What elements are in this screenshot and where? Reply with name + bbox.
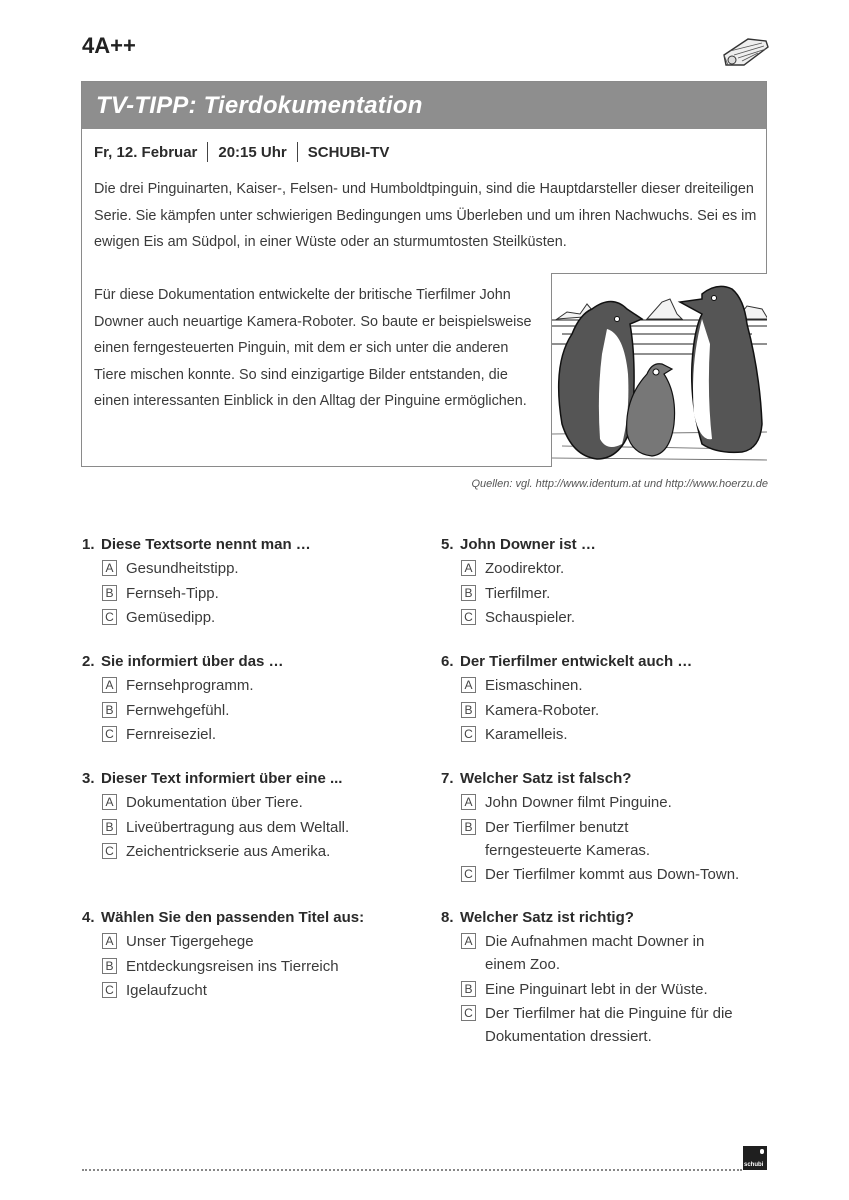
option-text: Fernreiseziel. bbox=[126, 726, 217, 743]
answer-option[interactable] bbox=[441, 930, 725, 976]
paragraph-intro: Die drei Pinguinarten, Kaiser-, Felsen- und Humboldtpinguin, sind die Hauptdarsteller dieser dreiteiligen Serie. Sie kämpfen unter schwierigen Bedingungen ums Überleben und um ihren Nachwuchs. Sei es im ewigen Eis am Südpol, in einer Wüste oder an sturmumtosten Steilküsten. bbox=[94, 181, 757, 250]
broadcast-time: 20:15 Uhr bbox=[218, 143, 287, 161]
option-text: Unser Tigergehege bbox=[126, 933, 254, 950]
question-title: John Downer ist … bbox=[460, 536, 596, 553]
option-text: Fernseh-Tipp. bbox=[126, 584, 219, 602]
option-text: Zoodirektor. bbox=[485, 560, 565, 577]
option-text: Zeichentrickserie aus Amerika. bbox=[126, 843, 331, 860]
option-text: Dokumentation über Tiere. bbox=[126, 794, 303, 811]
option-checkbox[interactable]: B bbox=[461, 585, 476, 601]
answer-option[interactable] bbox=[82, 699, 422, 722]
question-6 bbox=[441, 650, 781, 767]
option-checkbox[interactable]: C bbox=[102, 843, 117, 859]
question-number: 3. bbox=[82, 770, 95, 787]
answer-option[interactable] bbox=[82, 955, 422, 978]
question-number: 4. bbox=[82, 909, 95, 926]
answer-option[interactable] bbox=[82, 816, 422, 839]
answer-option[interactable] bbox=[82, 723, 422, 746]
option-checkbox[interactable]: B bbox=[461, 981, 476, 997]
answer-option[interactable] bbox=[82, 606, 422, 629]
answer-option[interactable] bbox=[441, 582, 781, 605]
questions-right-column bbox=[441, 533, 781, 1050]
question-title: Diese Textsorte nennt man … bbox=[101, 536, 311, 553]
option-text: Der Tierfilmer hat die Pinguine für die Dokumentation dressiert. bbox=[485, 1005, 733, 1045]
option-checkbox[interactable]: B bbox=[461, 819, 476, 835]
question-2 bbox=[82, 650, 422, 767]
option-checkbox[interactable]: C bbox=[461, 866, 476, 882]
schubi-logo bbox=[743, 1146, 767, 1170]
question-number: 6. bbox=[441, 653, 454, 670]
option-checkbox[interactable]: C bbox=[102, 982, 117, 998]
footer-dotted-line bbox=[82, 1169, 742, 1171]
question-number: 8. bbox=[441, 909, 454, 926]
option-text: Gemüsedipp. bbox=[126, 609, 216, 626]
answer-option[interactable] bbox=[82, 674, 422, 697]
option-text: Der Tierfilmer benutzt ferngesteuerte Kameras. bbox=[485, 818, 651, 859]
answer-option[interactable] bbox=[441, 699, 781, 722]
answer-option[interactable] bbox=[82, 791, 422, 814]
option-text: Der Tierfilmer kommt aus Down-Town. bbox=[485, 866, 740, 883]
option-checkbox[interactable]: A bbox=[461, 794, 476, 810]
option-checkbox[interactable]: A bbox=[461, 677, 476, 693]
option-text: Liveübertragung aus dem Weltall. bbox=[126, 818, 350, 836]
answer-option[interactable] bbox=[441, 816, 715, 862]
tv-tip-box bbox=[81, 81, 767, 467]
question-4 bbox=[82, 906, 422, 1002]
broadcast-date: Fr, 12. Februar bbox=[94, 143, 198, 161]
level-label: 4A++ bbox=[82, 33, 136, 58]
logo-dot bbox=[760, 1149, 764, 1154]
answer-option[interactable] bbox=[82, 979, 422, 1002]
tv-tip-title: TV-TIPP: Tierdokumentation bbox=[82, 82, 766, 129]
question-title: Wählen Sie den passenden Titel aus: bbox=[101, 909, 365, 926]
option-text: Kamera-Roboter. bbox=[485, 701, 600, 719]
option-checkbox[interactable]: C bbox=[102, 609, 117, 625]
wood-log-icon bbox=[718, 33, 770, 69]
option-checkbox[interactable]: A bbox=[102, 677, 117, 693]
logo-text: schubi bbox=[744, 1162, 764, 1168]
option-checkbox[interactable]: B bbox=[102, 702, 117, 718]
option-checkbox[interactable]: A bbox=[461, 560, 476, 576]
option-checkbox[interactable]: B bbox=[102, 958, 117, 974]
option-checkbox[interactable]: B bbox=[102, 819, 117, 835]
option-checkbox[interactable]: B bbox=[461, 702, 476, 718]
question-title: Welcher Satz ist falsch? bbox=[460, 770, 632, 787]
option-text: Karamelleis. bbox=[485, 726, 568, 743]
option-text: Schauspieler. bbox=[485, 609, 576, 626]
option-text: Eismaschinen. bbox=[485, 677, 583, 694]
penguins-illustration bbox=[551, 273, 767, 467]
questions-left-column bbox=[82, 533, 422, 1004]
option-checkbox[interactable]: C bbox=[461, 609, 476, 625]
source-note: Quellen: vgl. http://www.identum.at und http://www.hoerzu.de bbox=[471, 478, 768, 490]
question-5 bbox=[441, 533, 781, 650]
answer-option[interactable] bbox=[82, 930, 422, 953]
option-checkbox[interactable]: C bbox=[102, 726, 117, 742]
broadcast-info bbox=[94, 142, 389, 162]
answer-option[interactable] bbox=[82, 582, 422, 605]
option-text: Fernwehgefühl. bbox=[126, 701, 230, 719]
question-3 bbox=[82, 767, 422, 906]
option-checkbox[interactable]: C bbox=[461, 1005, 476, 1021]
question-number: 1. bbox=[82, 536, 95, 553]
answer-option[interactable] bbox=[82, 840, 422, 863]
answer-option[interactable] bbox=[441, 863, 781, 886]
answer-option[interactable] bbox=[441, 606, 781, 629]
option-text: Gesundheitstipp. bbox=[126, 560, 239, 577]
paragraph-details: Für diese Dokumentation entwickelte der britische Tierfilmer John Downer auch neuartige Kamera-Roboter. So baute er beispielsweise einen ferngesteuerten Pinguin, mit dem er sich unter die anderen Tiere mischen konnte. So sind einzigartige Bilder entstanden, die einen interessanten Einblick in den Alltag der Pinguine ermöglichen. bbox=[94, 287, 532, 409]
answer-option[interactable] bbox=[441, 1002, 745, 1048]
question-number: 5. bbox=[441, 536, 454, 553]
question-number: 7. bbox=[441, 770, 454, 787]
option-text: John Downer filmt Pinguine. bbox=[485, 794, 672, 811]
broadcast-channel: SCHUBI-TV bbox=[307, 143, 390, 161]
question-1 bbox=[82, 533, 422, 650]
answer-option[interactable] bbox=[441, 557, 781, 580]
option-text: Igelaufzucht bbox=[126, 982, 207, 999]
option-text: Fernsehprogramm. bbox=[126, 677, 254, 694]
option-text: Eine Pinguinart lebt in der Wüste. bbox=[485, 980, 708, 998]
question-7 bbox=[441, 767, 781, 906]
question-title: Der Tierfilmer entwickelt auch … bbox=[460, 653, 693, 670]
option-checkbox[interactable]: A bbox=[102, 933, 117, 949]
answer-option[interactable] bbox=[441, 791, 781, 814]
answer-option[interactable] bbox=[441, 674, 781, 697]
option-text: Entdeckungsreisen ins Tierreich bbox=[126, 957, 339, 975]
question-8 bbox=[441, 906, 781, 1048]
divider bbox=[207, 142, 208, 162]
option-checkbox[interactable]: A bbox=[461, 933, 476, 949]
question-number: 2. bbox=[82, 653, 95, 670]
option-text: Die Aufnahmen macht Downer in einem Zoo. bbox=[485, 933, 705, 973]
question-title: Welcher Satz ist richtig? bbox=[460, 909, 634, 926]
question-title: Sie informiert über das … bbox=[101, 653, 284, 670]
divider bbox=[297, 142, 298, 162]
option-checkbox[interactable]: B bbox=[102, 585, 117, 601]
option-checkbox[interactable]: A bbox=[102, 794, 117, 810]
answer-option[interactable] bbox=[441, 978, 781, 1001]
question-title: Dieser Text informiert über eine ... bbox=[101, 770, 343, 787]
answer-option[interactable] bbox=[441, 723, 781, 746]
option-text: Tierfilmer. bbox=[485, 584, 551, 602]
option-checkbox[interactable]: C bbox=[461, 726, 476, 742]
option-checkbox[interactable]: A bbox=[102, 560, 117, 576]
answer-option[interactable] bbox=[82, 557, 422, 580]
